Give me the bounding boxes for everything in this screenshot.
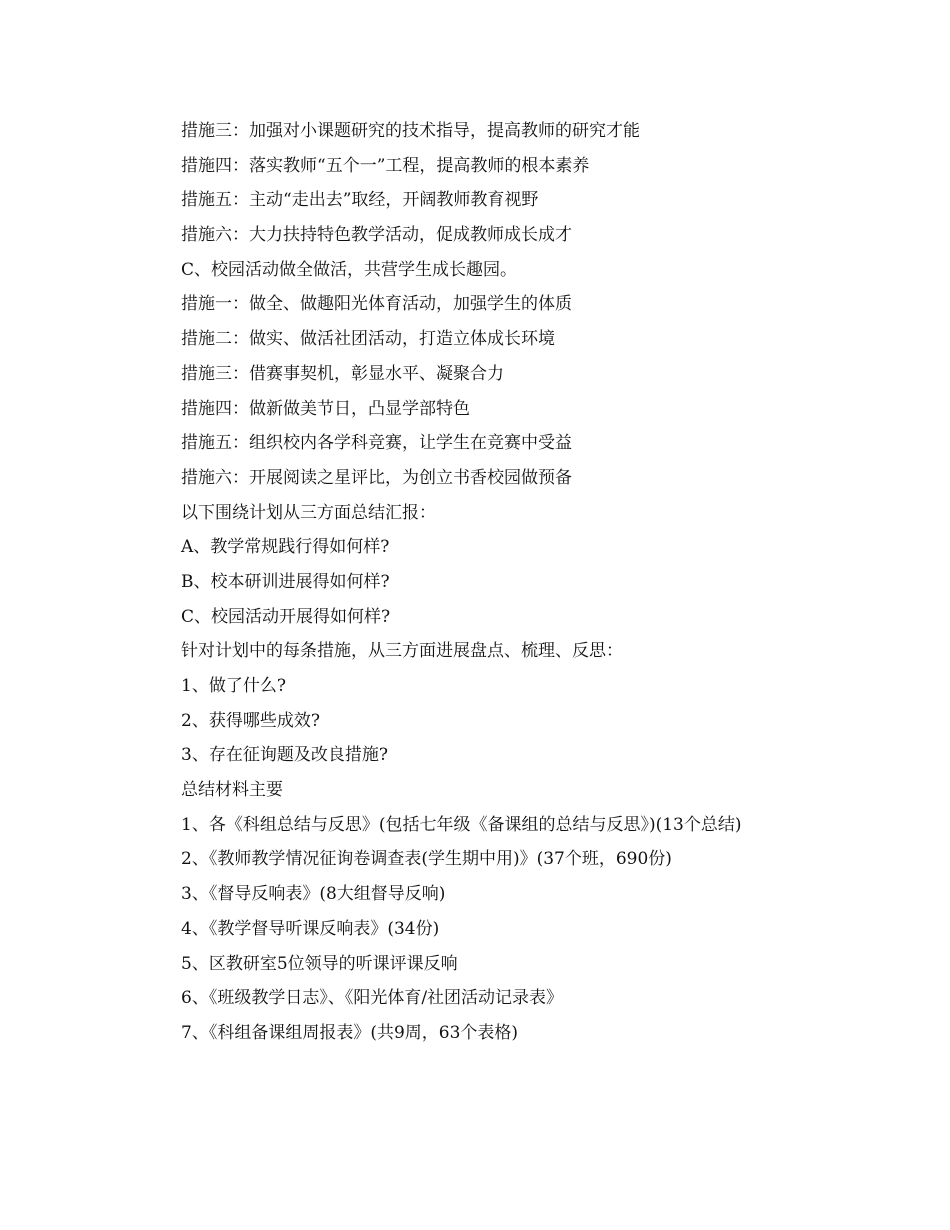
text-line: 以下围绕计划从三方面总结汇报： [181, 502, 436, 523]
text-line: 总结材料主要 [181, 780, 283, 801]
material-item-wrapped: 1、各《科组总结与反思》(包括七年级《备课组的总结与反思》)(13个总结) [181, 814, 742, 835]
list-item: 3、存在征询题及改良措施? [181, 745, 388, 766]
text-line: 措施五：主动“走出去”取经，开阔教师教育视野 [181, 190, 539, 211]
question-item: A、教学常规践行得如何样? [181, 537, 390, 558]
material-item: 6、《班级教学日志》、《阳光体育/社团活动记录表》 [181, 988, 564, 1009]
text-line: 措施二：做实、做活社团活动，打造立体成长环境 [181, 329, 555, 350]
text-line: 措施六：大力扶持特色教学活动，促成教师成长成才 [181, 225, 572, 246]
text-line: 措施一：做全、做趣阳光体育活动，加强学生的体质 [181, 294, 572, 315]
text-line: 措施三：借赛事契机，彰显水平、凝聚合力 [181, 363, 504, 384]
question-item: B、校本研训进展得如何样? [181, 571, 390, 592]
text-line: 措施四：做新做美节日，凸显学部特色 [181, 398, 470, 419]
material-item: 2、《教师教学情况征询卷调查表(学生期中用)》(37个班，690份) [181, 849, 672, 870]
text-line: 针对计划中的每条措施，从三方面进展盘点、梳理、反思： [181, 641, 623, 662]
material-item: 7、《科组备课组周报表》(共9周，63个表格) [181, 1022, 519, 1043]
material-item: 5、区教研室5位领导的听课评课反响 [181, 953, 458, 974]
text-line: 措施五：组织校内各学科竞赛，让学生在竞赛中受益 [181, 433, 572, 454]
section-heading: C、校园活动做全做活，共营学生成长趣园。 [181, 259, 518, 280]
material-item: 3、《督导反响表》(8大组督导反响) [181, 884, 446, 905]
text-line: 措施六：开展阅读之星评比，为创立书香校园做预备 [181, 467, 572, 488]
text-line: 措施四：落实教师“五个一”工程，提高教师的根本素养 [181, 155, 590, 176]
list-item: 2、获得哪些成效? [181, 710, 320, 731]
list-item: 1、做了什么? [181, 676, 286, 696]
question-item: C、校园活动开展得如何样? [181, 606, 391, 627]
text-line: 措施三：加强对小课题研究的技术指导，提高教师的研究才能 [181, 121, 640, 141]
material-item: 4、《教学督导听课反响表》(34份) [181, 918, 440, 939]
document-body [145, 114, 805, 1051]
